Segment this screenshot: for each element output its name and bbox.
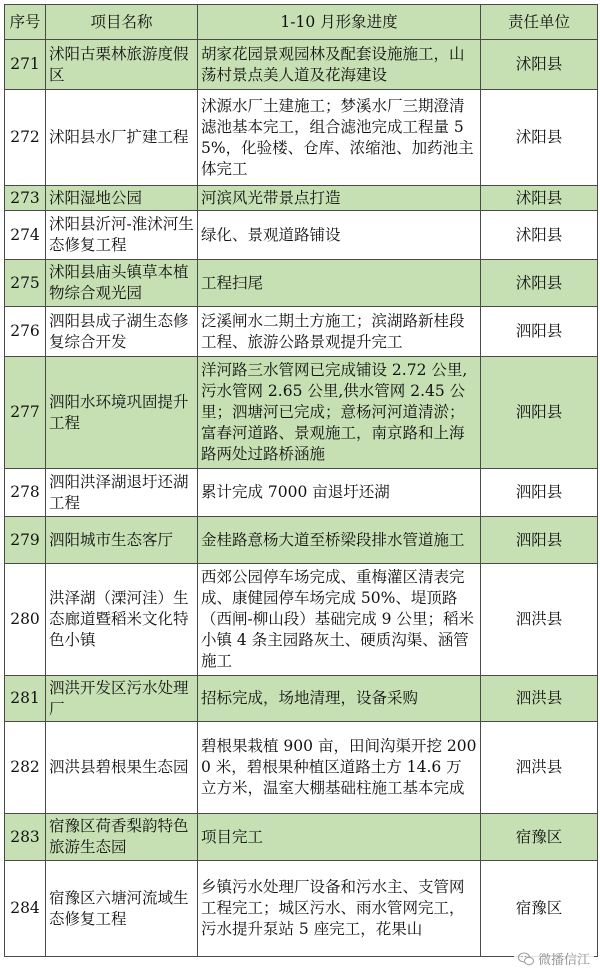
- row-progress: 工程扫尾: [198, 260, 481, 307]
- row-no: 271: [5, 40, 46, 90]
- row-name: 泗洪开发区污水处理厂: [46, 676, 198, 722]
- table-row: [5, 469, 598, 517]
- row-no: 275: [5, 260, 46, 307]
- row-unit: 泗阳县: [481, 357, 598, 469]
- table-row: [5, 211, 598, 260]
- row-no: 278: [5, 469, 46, 517]
- project-progress-table: [4, 4, 598, 957]
- watermark: [514, 948, 594, 969]
- table-row: [5, 186, 598, 211]
- row-name: 泗阳县成子湖生态修复综合开发: [46, 307, 198, 357]
- row-unit: 沭阳县: [481, 40, 598, 90]
- table-row: [5, 307, 598, 357]
- row-no: 272: [5, 90, 46, 186]
- table-row: [5, 861, 598, 957]
- row-no: 277: [5, 357, 46, 469]
- table-row: [5, 517, 598, 564]
- row-unit: 泗洪县: [481, 564, 598, 676]
- table-row: [5, 564, 598, 676]
- row-progress: 河滨风光带景点打造: [198, 186, 481, 211]
- row-no: 274: [5, 211, 46, 260]
- row-progress: 泛溪闸水二期土方施工；滨湖路新桂段工程、旅游公路景观提升完工: [198, 307, 481, 357]
- row-name: 洪泽湖（溧河洼）生态廊道暨稻米文化特色小镇: [46, 564, 198, 676]
- row-progress: 金桂路意杨大道至桥梁段排水管道施工: [198, 517, 481, 564]
- row-name: 泗阳城市生态客厅: [46, 517, 198, 564]
- table-row: [5, 90, 598, 186]
- row-progress: 碧根果栽植 900 亩，田间沟渠开挖 2000 米，碧根果种植区道路土方 14.6 万立方米，温室大棚基础柱施工基本完成: [198, 722, 481, 814]
- row-unit: 沭阳县: [481, 260, 598, 307]
- row-no: 284: [5, 861, 46, 957]
- row-progress: 胡家花园景观园林及配套设施施工，山荡村景点美人道及花海建设: [198, 40, 481, 90]
- row-progress: 洋河路三水管网已完成铺设 2.72 公里,污水管网 2.65 公里,供水管网 2.45 公里；泗塘河已完成；意杨河河道清淤；富春河道路、景观施工，南京路和上海路两处过路桥涵施: [198, 357, 481, 469]
- row-no: 280: [5, 564, 46, 676]
- row-progress: 乡镇污水处理厂设备和污水主、支管网工程完工；城区污水、雨水管网完工，污水提升泵站 5 座完工，花果山: [198, 861, 481, 957]
- table-row: [5, 260, 598, 307]
- row-no: 279: [5, 517, 46, 564]
- row-name: 沭阳县水厂扩建工程: [46, 90, 198, 186]
- row-name: 沭阳县沂河-淮沭河生态修复工程: [46, 211, 198, 260]
- row-name: 沭阳湿地公园: [46, 186, 198, 211]
- wechat-icon: [518, 952, 534, 966]
- row-name: 宿豫区六塘河流域生态修复工程: [46, 861, 198, 957]
- row-progress: 沭源水厂土建施工；梦溪水厂三期澄清滤池基本完工，组合滤池完成工程量 55%，化验楼、仓库、浓缩池、加药池主体完工: [198, 90, 481, 186]
- row-name: 泗阳水环境巩固提升工程: [46, 357, 198, 469]
- row-progress: 西郊公园停车场完成、重梅灌区清表完成、康健园停车场完成 50%、堤顶路（西闸-柳山段）基础完成 9 公里；稻米小镇 4 条主园路灰土、硬质沟渠、涵管施工: [198, 564, 481, 676]
- row-no: 273: [5, 186, 46, 211]
- row-unit: 宿豫区: [481, 861, 598, 957]
- row-unit: 泗洪县: [481, 676, 598, 722]
- header-progress: 1-10 月形象进度: [198, 5, 481, 40]
- row-unit: 沭阳县: [481, 211, 598, 260]
- row-unit: 沭阳县: [481, 186, 598, 211]
- table-row: [5, 814, 598, 861]
- table-row: [5, 40, 598, 90]
- table-header-row: [5, 5, 598, 40]
- header-unit: 责任单位: [481, 5, 598, 40]
- row-no: 283: [5, 814, 46, 861]
- row-unit: 泗阳县: [481, 469, 598, 517]
- table-row: [5, 722, 598, 814]
- row-progress: 项目完工: [198, 814, 481, 861]
- row-unit: 沭阳县: [481, 90, 598, 186]
- row-progress: 绿化、景观道路铺设: [198, 211, 481, 260]
- row-unit: 泗阳县: [481, 517, 598, 564]
- watermark-text: 微播信江: [537, 953, 590, 968]
- row-no: 276: [5, 307, 46, 357]
- row-no: 281: [5, 676, 46, 722]
- row-unit: 宿豫区: [481, 814, 598, 861]
- row-progress: 累计完成 7000 亩退圩还湖: [198, 469, 481, 517]
- header-no: 序号: [5, 5, 46, 40]
- row-unit: 泗阳县: [481, 307, 598, 357]
- row-name: 泗洪县碧根果生态园: [46, 722, 198, 814]
- row-name: 沭阳县庙头镇草本植物综合观光园: [46, 260, 198, 307]
- row-name: 宿豫区荷香梨韵特色旅游生态园: [46, 814, 198, 861]
- row-name: 沭阳古栗林旅游度假区: [46, 40, 198, 90]
- row-name: 泗阳洪泽湖退圩还湖工程: [46, 469, 198, 517]
- row-unit: 泗洪县: [481, 722, 598, 814]
- row-no: 282: [5, 722, 46, 814]
- table-row: [5, 676, 598, 722]
- header-name: 项目名称: [46, 5, 198, 40]
- table-row: [5, 357, 598, 469]
- row-progress: 招标完成，场地清理，设备采购: [198, 676, 481, 722]
